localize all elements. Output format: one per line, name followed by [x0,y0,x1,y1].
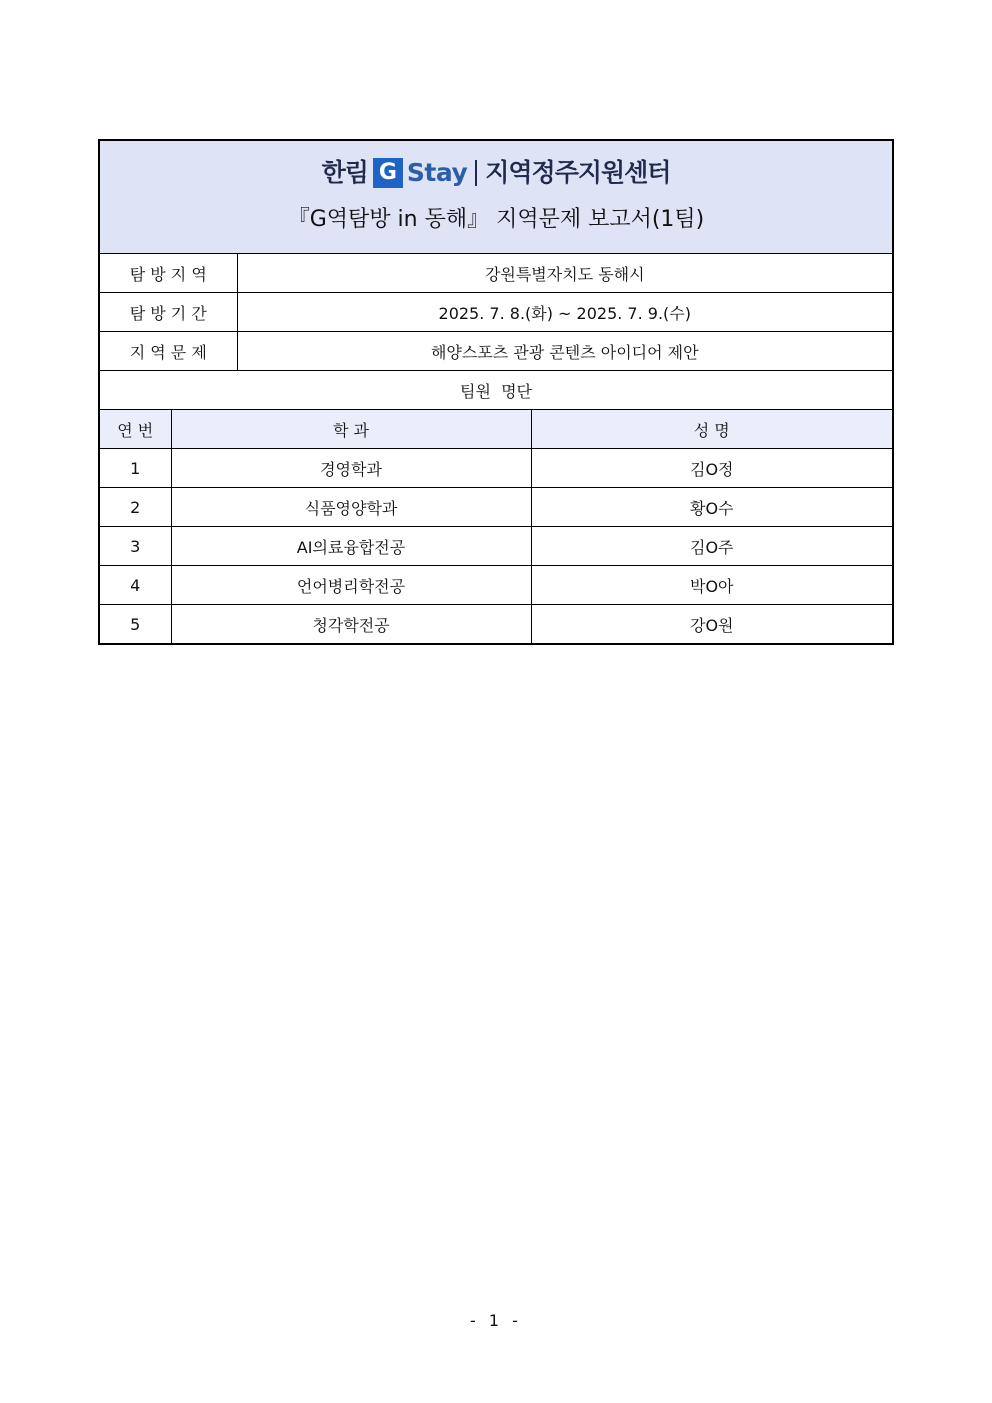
row-no: 2 [99,488,171,527]
column-header-no: 연 번 [99,410,171,449]
row-no: 4 [99,566,171,605]
logo-g-badge-icon: G [373,158,403,188]
row-name: 강O원 [531,605,893,645]
title-cell [99,140,893,254]
logo-hallym-text: 한림 [321,158,368,187]
info-label-period: 탐 방 기 간 [99,293,237,332]
logo-stay-text: Stay [406,158,468,187]
table-row [99,566,893,605]
table-row [99,605,893,645]
report-table [98,139,894,645]
row-dept: 청각학전공 [171,605,531,645]
info-row-region [99,254,893,293]
info-row-issue [99,332,893,371]
row-dept: AI의료융합전공 [171,527,531,566]
column-header-name: 성 명 [531,410,893,449]
row-dept: 언어병리학전공 [171,566,531,605]
info-value-issue: 해양스포츠 관광 콘텐츠 아이디어 제안 [237,332,893,371]
column-header-dept: 학 과 [171,410,531,449]
info-row-period [99,293,893,332]
logo-separator [475,160,477,186]
row-dept: 식품영양학과 [171,488,531,527]
info-value-period: 2025. 7. 8.(화) ~ 2025. 7. 9.(수) [237,293,893,332]
table-row [99,488,893,527]
table-row [99,449,893,488]
row-name: 박O아 [531,566,893,605]
team-section-title: 팀원 명단 [99,371,893,410]
row-name: 김O정 [531,449,893,488]
row-dept: 경영학과 [171,449,531,488]
row-no: 3 [99,527,171,566]
team-section-row [99,371,893,410]
info-value-region: 강원특별자치도 동해시 [237,254,893,293]
row-name: 김O주 [531,527,893,566]
hallym-gstay-logo [322,158,671,188]
logo-center-text: 지역정주지원센터 [485,158,671,187]
table-row [99,527,893,566]
row-no: 1 [99,449,171,488]
team-column-header-row [99,410,893,449]
info-label-region: 탐 방 지 역 [99,254,237,293]
row-no: 5 [99,605,171,645]
page-number: - 1 - [470,1311,522,1330]
row-name: 황O수 [531,488,893,527]
title-row [99,140,893,254]
info-label-issue: 지 역 문 제 [99,332,237,371]
report-title: 『G역탐방 in 동해』 지역문제 보고서(1팀) [287,206,705,232]
